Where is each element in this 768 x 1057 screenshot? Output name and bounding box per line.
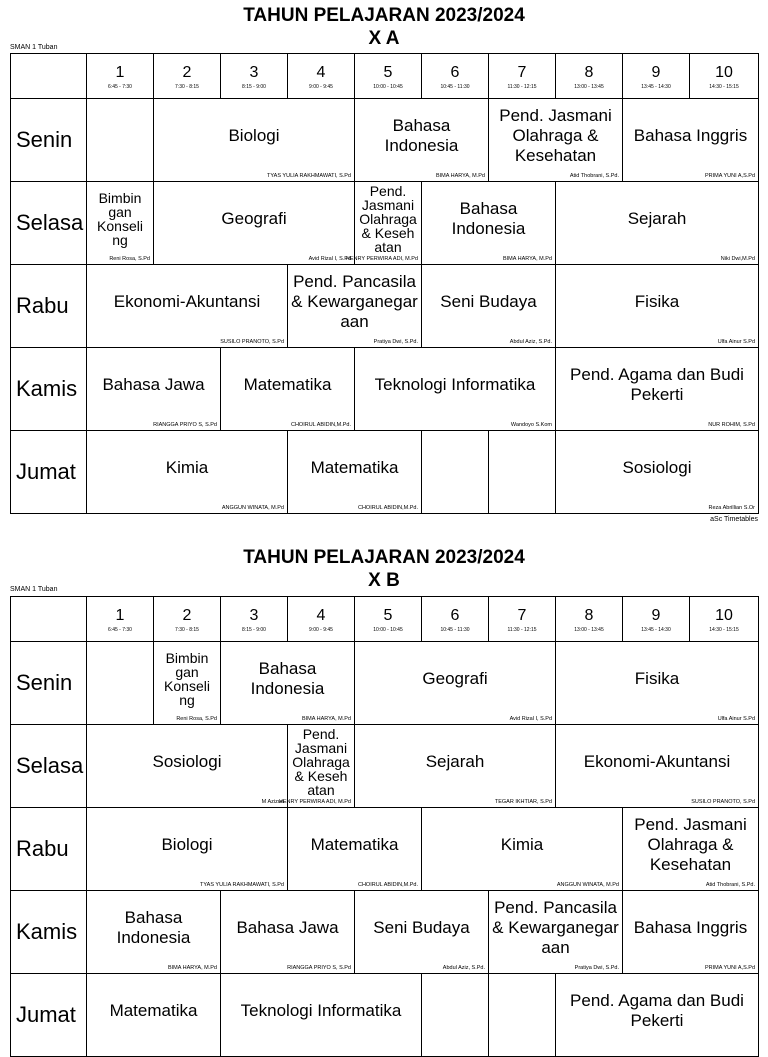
lesson-cell <box>221 348 355 431</box>
day-row <box>11 642 759 725</box>
subject-name: Bimbin gan Konseli ng <box>164 650 210 708</box>
period-number: 10 <box>715 606 733 624</box>
day-row <box>11 431 759 514</box>
day-label: Selasa <box>11 725 87 808</box>
period-number: 7 <box>517 63 527 81</box>
corner-cell <box>11 54 87 99</box>
lesson-cell <box>489 891 623 974</box>
lesson-cell <box>288 431 422 514</box>
teacher-name: TYAS YULIA RAKHMAWATI, S.Pd <box>267 173 351 179</box>
teacher-name: Avid Rizal I, S.Pd <box>308 256 351 262</box>
period-number: 2 <box>182 63 192 81</box>
empty-cell <box>87 99 154 182</box>
lesson-cell <box>556 431 759 514</box>
teacher-name: Wandoyo S.Kom <box>510 422 552 428</box>
subject-name: Matematika <box>310 457 399 477</box>
subject-name: Bahasa Jawa <box>236 917 339 937</box>
page-title: TAHUN PELAJARAN 2023/2024 <box>243 5 525 26</box>
teacher-name: Abdul Aziz, S.Pd. <box>509 339 552 345</box>
period-number: 6 <box>450 606 460 624</box>
period-time: 13:00 - 13:45 <box>574 83 604 90</box>
period-header <box>154 54 221 99</box>
period-time: 10:00 - 10:45 <box>373 626 403 633</box>
lesson-cell <box>154 99 355 182</box>
teacher-name: CHOIRUL ABIDIN,M.Pd. <box>290 422 351 428</box>
period-time: 9:00 - 9:45 <box>309 626 333 633</box>
school-name: SMAN 1 Tuban <box>10 586 58 593</box>
day-label: Jumat <box>11 431 87 514</box>
lesson-cell <box>623 808 759 891</box>
period-header <box>623 54 690 99</box>
lesson-cell <box>87 808 288 891</box>
day-row <box>11 974 759 1057</box>
corner-cell <box>11 597 87 642</box>
period-time: 8:15 - 9:00 <box>242 626 266 633</box>
period-header <box>87 597 154 642</box>
period-time: 13:45 - 14:30 <box>641 83 671 90</box>
subject-name: Matematika <box>109 1000 198 1020</box>
teacher-name: Abdul Aziz, S.Pd. <box>442 965 485 971</box>
subject-name: Pend. Jasmani Olahraga & Keseh atan <box>292 726 350 798</box>
page-title: TAHUN PELAJARAN 2023/2024 <box>243 547 525 568</box>
period-header <box>221 597 288 642</box>
period-time: 11:30 - 12:15 <box>507 83 537 90</box>
lesson-cell <box>422 182 556 265</box>
period-time: 13:45 - 14:30 <box>641 626 671 633</box>
lesson-cell <box>556 974 759 1057</box>
period-time: 10:45 - 11:30 <box>440 626 470 633</box>
teacher-name: Ulfa Ainur S.Pd <box>717 339 755 345</box>
period-time: 14:30 - 15:15 <box>709 83 739 90</box>
period-time: 8:15 - 9:00 <box>242 83 266 90</box>
timetable-grid <box>10 596 759 1057</box>
teacher-name: Ulfa Ainur S.Pd <box>717 716 755 722</box>
teacher-name: Reza Abrillian S.Or <box>708 505 755 511</box>
subject-name: Fisika <box>634 668 680 688</box>
lesson-cell <box>288 265 422 348</box>
subject-name: Ekonomi-Akuntansi <box>113 291 261 311</box>
subject-name: Seni Budaya <box>440 291 537 311</box>
lesson-cell <box>87 431 288 514</box>
period-header <box>623 597 690 642</box>
teacher-name: Niki Dwi,M.Pd <box>720 256 755 262</box>
subject-name: Bahasa Inggris <box>633 125 748 145</box>
subject-name: Sejarah <box>425 751 485 771</box>
lesson-cell <box>422 808 623 891</box>
lesson-cell <box>355 725 556 808</box>
period-time: 7:30 - 8:15 <box>175 626 199 633</box>
day-row <box>11 99 759 182</box>
period-header <box>355 54 422 99</box>
period-time: 9:00 - 9:45 <box>309 83 333 90</box>
teacher-name: BIMA HARYA, M.Pd <box>502 256 552 262</box>
period-header <box>154 597 221 642</box>
subject-name: Geografi <box>221 208 287 228</box>
subject-name: Bahasa Jawa <box>102 374 205 394</box>
period-number: 6 <box>450 63 460 81</box>
period-header <box>556 54 623 99</box>
period-header <box>422 54 489 99</box>
teacher-name: CHOIRUL ABIDIN,M.Pd. <box>357 882 418 888</box>
subject-name: Bahasa Indonesia <box>116 907 191 947</box>
subject-name: Fisika <box>634 291 680 311</box>
subject-name: Bahasa Indonesia <box>384 115 459 155</box>
day-row <box>11 265 759 348</box>
period-number: 4 <box>316 63 326 81</box>
empty-cell <box>422 974 489 1057</box>
teacher-name: BIMA HARYA, M.Pd <box>167 965 217 971</box>
period-header <box>288 597 355 642</box>
empty-cell <box>87 642 154 725</box>
subject-name: Geografi <box>422 668 488 688</box>
subject-name: Pend. Agama dan Budi Pekerti <box>570 364 744 404</box>
day-row <box>11 808 759 891</box>
subject-name: Pend. Jasmani Olahraga & Kesehatan <box>634 814 747 874</box>
lesson-cell <box>489 99 623 182</box>
teacher-name: NUR ROHIM, S.Pd <box>708 422 755 428</box>
day-label: Selasa <box>11 182 87 265</box>
day-label: Kamis <box>11 891 87 974</box>
subject-name: Pend. Pancasila & Kewarganegar aan <box>291 271 418 331</box>
teacher-name: CHOIRUL ABIDIN,M.Pd. <box>357 505 418 511</box>
period-time: 14:30 - 15:15 <box>709 626 739 633</box>
day-row <box>11 725 759 808</box>
day-row <box>11 182 759 265</box>
teacher-name: Reni Rosa, S.Pd <box>176 716 217 722</box>
period-number: 3 <box>249 63 259 81</box>
period-time: 11:30 - 12:15 <box>507 626 537 633</box>
period-number: 7 <box>517 606 527 624</box>
period-header <box>288 54 355 99</box>
period-time: 10:45 - 11:30 <box>440 83 470 90</box>
period-number: 5 <box>383 63 393 81</box>
subject-name: Kimia <box>165 457 209 477</box>
subject-name: Ekonomi-Akuntansi <box>583 751 731 771</box>
subject-name: Teknologi Informatika <box>374 374 536 394</box>
period-number: 3 <box>249 606 259 624</box>
subject-name: Biologi <box>161 834 213 854</box>
teacher-name: M Azizun <box>261 799 284 805</box>
period-time: 13:00 - 13:45 <box>574 626 604 633</box>
teacher-name: HENRY PERWIRA ADI, M.Pd <box>345 256 418 262</box>
period-header <box>422 597 489 642</box>
period-header <box>556 597 623 642</box>
period-header <box>690 597 759 642</box>
lesson-cell <box>87 725 288 808</box>
lesson-cell <box>154 642 221 725</box>
lesson-cell <box>87 182 154 265</box>
lesson-cell <box>87 891 221 974</box>
subject-name: Matematika <box>310 834 399 854</box>
subject-name: Biologi <box>228 125 280 145</box>
teacher-name: Avid Rizal I, S.Pd <box>509 716 552 722</box>
lesson-cell <box>556 642 759 725</box>
teacher-name: PRIMA YUNI A,S.Pd <box>704 965 755 971</box>
day-label: Rabu <box>11 808 87 891</box>
subject-name: Bahasa Inggris <box>633 917 748 937</box>
day-label: Rabu <box>11 265 87 348</box>
period-time: 10:00 - 10:45 <box>373 83 403 90</box>
teacher-name: RIANGGA PRIYO S, S.Pd <box>287 965 351 971</box>
teacher-name: Reni Rosa, S.Pd <box>109 256 150 262</box>
period-number: 9 <box>651 63 661 81</box>
lesson-cell <box>345 182 422 265</box>
subject-name: Seni Budaya <box>373 917 470 937</box>
lesson-cell <box>556 182 759 265</box>
subject-name: Sejarah <box>627 208 687 228</box>
period-number: 8 <box>584 63 594 81</box>
lesson-cell <box>87 974 221 1057</box>
lesson-cell <box>355 891 489 974</box>
teacher-name: BIMA HARYA, M.Pd <box>435 173 485 179</box>
period-time: 7:30 - 8:15 <box>175 83 199 90</box>
empty-cell <box>489 431 556 514</box>
timetable-grid <box>10 53 759 514</box>
teacher-name: PRIMA YUNI A,S.Pd <box>704 173 755 179</box>
teacher-name: TEGAR IKHTIAR, S.Pd <box>494 799 552 805</box>
teacher-name: ANGGUN WINATA, M.Pd <box>556 882 619 888</box>
school-name: SMAN 1 Tuban <box>10 44 58 51</box>
subject-name: Kimia <box>500 834 544 854</box>
period-number: 10 <box>715 63 733 81</box>
period-number: 5 <box>383 606 393 624</box>
teacher-name: Pratiya Dwi, S.Pd. <box>574 965 619 971</box>
teacher-name: BIMA HARYA, M.Pd <box>301 716 351 722</box>
subject-name: Pend. Jasmani Olahraga & Kesehatan <box>499 105 612 165</box>
teacher-name: RIANGGA PRIYO S, S.Pd <box>153 422 217 428</box>
teacher-name: HENRY PERWIRA ADI, M.Pd <box>278 799 351 805</box>
lesson-cell <box>221 891 355 974</box>
period-number: 8 <box>584 606 594 624</box>
subject-name: Bimbin gan Konseli ng <box>97 190 143 248</box>
period-header <box>221 54 288 99</box>
class-name: X B <box>368 570 400 591</box>
teacher-name: Pratiya Dwi, S.Pd. <box>373 339 418 345</box>
subject-name: Sosiologi <box>622 457 692 477</box>
teacher-name: SUSILO PRANOTO, S.Pd <box>691 799 755 805</box>
period-time: 6:45 - 7:30 <box>108 626 132 633</box>
subject-name: Bahasa Indonesia <box>451 198 526 238</box>
period-number: 9 <box>651 606 661 624</box>
period-number: 2 <box>182 606 192 624</box>
period-time: 6:45 - 7:30 <box>108 83 132 90</box>
lesson-cell <box>87 348 221 431</box>
day-row <box>11 891 759 974</box>
lesson-cell <box>355 642 556 725</box>
lesson-cell <box>355 348 556 431</box>
empty-cell <box>489 974 556 1057</box>
period-header <box>489 54 556 99</box>
period-header <box>489 597 556 642</box>
subject-name: Pend. Pancasila & Kewarganegar aan <box>492 897 619 957</box>
period-number: 1 <box>115 606 125 624</box>
day-label: Kamis <box>11 348 87 431</box>
lesson-cell <box>221 974 422 1057</box>
day-label: Senin <box>11 99 87 182</box>
lesson-cell <box>556 348 759 431</box>
lesson-cell <box>221 642 355 725</box>
empty-cell <box>422 431 489 514</box>
day-label: Senin <box>11 642 87 725</box>
period-header <box>355 597 422 642</box>
subject-name: Pend. Agama dan Budi Pekerti <box>570 990 744 1030</box>
lesson-cell <box>288 808 422 891</box>
subject-name: Teknologi Informatika <box>240 1000 402 1020</box>
subject-name: Bahasa Indonesia <box>250 658 325 698</box>
lesson-cell <box>422 265 556 348</box>
period-number: 1 <box>115 63 125 81</box>
period-header <box>87 54 154 99</box>
teacher-name: Atid Thobrani, S.Pd. <box>569 173 619 179</box>
lesson-cell <box>623 891 759 974</box>
teacher-name: ANGGUN WINATA, M.Pd <box>221 505 284 511</box>
teacher-name: SUSILO PRANOTO, S.Pd <box>220 339 284 345</box>
lesson-cell <box>278 725 355 808</box>
day-label: Jumat <box>11 974 87 1057</box>
subject-name: Sosiologi <box>152 751 222 771</box>
day-row <box>11 348 759 431</box>
period-number: 4 <box>316 606 326 624</box>
period-header <box>690 54 759 99</box>
lesson-cell <box>355 99 489 182</box>
lesson-cell <box>154 182 355 265</box>
footer-credit: aSc Timetables <box>710 516 758 523</box>
lesson-cell <box>556 725 759 808</box>
teacher-name: Atid Thobrani, S.Pd. <box>705 882 755 888</box>
subject-name: Pend. Jasmani Olahraga & Keseh atan <box>359 183 417 255</box>
lesson-cell <box>87 265 288 348</box>
lesson-cell <box>623 99 759 182</box>
class-name: X A <box>368 28 400 49</box>
subject-name: Matematika <box>243 374 332 394</box>
lesson-cell <box>556 265 759 348</box>
teacher-name: TYAS YULIA RAKHMAWATI, S.Pd <box>200 882 284 888</box>
